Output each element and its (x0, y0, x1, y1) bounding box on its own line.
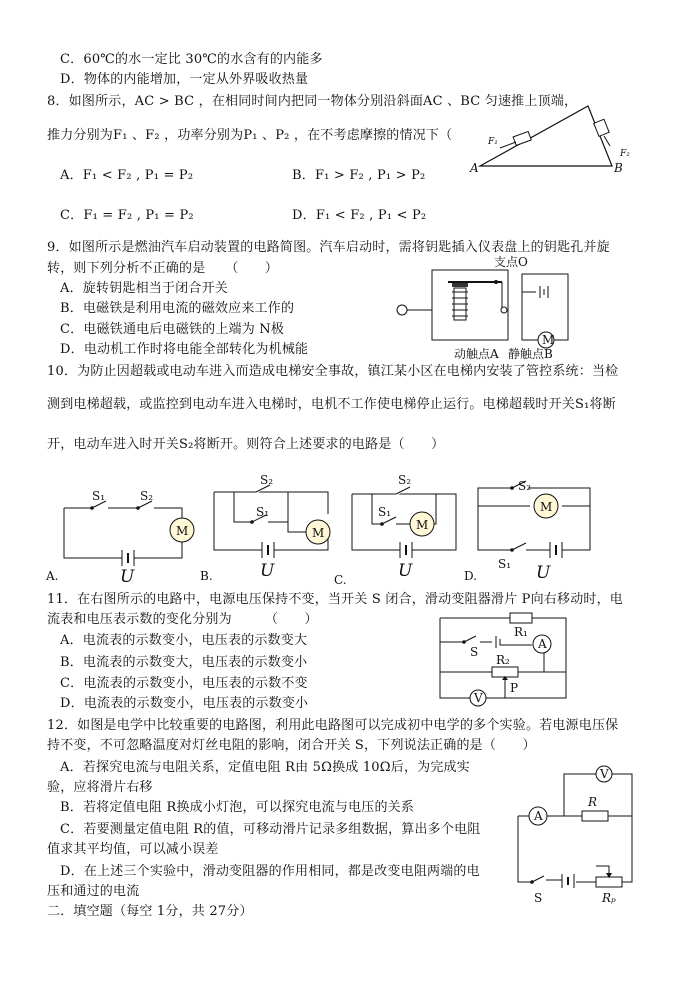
q12-option-a-line2: 验，应将滑片右移 (47, 780, 153, 795)
q11-r1-label: R₁ (514, 625, 528, 639)
q12-circuit-figure (512, 762, 642, 904)
q10-circuit-b (200, 470, 345, 585)
q10a-s2: S₂ (140, 489, 154, 503)
q11-p-label: P (510, 681, 519, 695)
q10b-s1: S₁ (256, 505, 270, 519)
q11-ammeter: A (538, 637, 547, 651)
q11-stem-line2: 流表和电压表示数的变化分别为 （ ） (47, 612, 318, 627)
q10a-u: U (120, 567, 135, 583)
q9-stem-line2: 转，则下列分析不正确的是 （ ） (47, 261, 279, 276)
q12-voltmeter: V (600, 767, 609, 781)
q10c-s2: S₂ (398, 473, 412, 487)
q12-option-d-line2: 压和通过的电流 (47, 884, 140, 899)
q8-incline-figure (460, 100, 660, 180)
q11-r2-label: R₂ (496, 653, 510, 667)
q9-pivot-label: 支点O (494, 255, 528, 269)
q10d-s2: S₂ (518, 479, 532, 493)
q8-option-d: D．F₁ < F₂ , P₁ < P₂ (292, 208, 427, 223)
q11-option-a: A．电流表的示数变小，电压表的示数变大 (60, 633, 308, 648)
q10-stem-line2: 测到电梯超载，或监控到电动车进入电梯时，电机不工作使电梯停止运行。电梯超载时开关S₁将断 (47, 397, 616, 412)
q9-option-a: A．旋转钥匙相当于闭合开关 (60, 281, 228, 296)
q12-s-label: S (534, 891, 543, 904)
q10d-u: U (536, 563, 551, 583)
q8-option-b: B．F₁ > F₂ , P₁ > P₂ (292, 168, 426, 183)
q12-ammeter: A (534, 809, 543, 823)
q8-option-c: C．F₁ = F₂ , P₁ = P₂ (60, 208, 194, 223)
q10b-s2: S₂ (260, 473, 274, 487)
q8-label-f2: F₂ (620, 149, 630, 159)
q10b-letter: B. (200, 569, 213, 583)
q10c-s1: S₁ (378, 505, 392, 519)
q9-starter-circuit-figure (392, 252, 577, 364)
section2-title: 二．填空题（每空 1分，共 27分） (47, 904, 253, 919)
q9-option-d: D．电动机工作时将电能全部转化为机械能 (60, 342, 309, 357)
q8-stem-line2: 推力分别为F₁ 、F₂ ，功率分别为P₁ 、P₂ ，在不考虑摩擦的情况下（ (47, 128, 453, 143)
q12-option-c-line1: C．若要测量定值电阻 R的值，可移动滑片记录多组数据，算出多个电阻 (60, 822, 481, 837)
q8-label-b: B (614, 161, 623, 175)
q10-circuit-c (334, 470, 474, 588)
q10-stem-line1: 10．为防止因超载或电动车进入而造成电梯安全事故，镇江某小区在电梯内安装了管控系统：当检 (47, 364, 619, 379)
q11-option-d: D．电流表的示数变小，电压表的示数变小 (60, 696, 309, 711)
q12-rp-label: Rₚ (602, 891, 616, 904)
q9-option-b: B．电磁铁是利用电流的磁效应来工作的 (60, 301, 295, 316)
q12-stem-line1: 12．如图是电学中比较重要的电路图，利用此电路图可以完成初中电学的多个实验。若电源电压保 (47, 718, 619, 733)
q8-option-a: A．F₁ < F₂ , P₁ = P₂ (60, 168, 194, 183)
q10d-motor: M (540, 500, 553, 514)
q12-stem-line2: 持不变，不可忽略温度对灯丝电阻的影响，闭合开关 S，下列说法正确的是（ ） (47, 738, 536, 753)
q9-option-c: C．电磁铁通电后电磁铁的上端为 N极 (60, 322, 285, 337)
q8-label-f1: F₁ (488, 137, 498, 147)
q10-stem-line3: 开，电动车进入时开关S₂将断开。则符合上述要求的电路是（ ） (47, 437, 445, 452)
q8-label-a: A (470, 161, 479, 175)
q12-option-c-line2: 值求其平均值，可以减小误差 (47, 842, 219, 857)
q8-stem-line1: 8．如图所示，AC > BC ，在相同时间内把同一物体分别沿斜面AC 、BC 匀速推上顶端， (47, 94, 578, 109)
q10-circuit-d (464, 478, 604, 583)
q10c-u: U (398, 561, 413, 581)
q10c-motor: M (416, 518, 429, 532)
q11-stem-line1: 11．在右图所示的电路中，电源电压保持不变，当开关 S 闭合，滑动变阻器滑片 P向右移动时，电 (47, 592, 623, 607)
q10b-motor: M (312, 526, 325, 540)
q11-option-b: B．电流表的示数变大，电压表的示数变小 (60, 655, 308, 670)
q10b-u: U (260, 561, 275, 581)
q11-circuit-figure (436, 612, 636, 718)
q11-s-label: S (470, 645, 479, 659)
q10d-s1: S₁ (498, 557, 512, 571)
q11-option-c: C．电流表的示数变小，电压表的示数不变 (60, 676, 308, 691)
q12-option-b: B．若将定值电阻 R换成小灯泡，可以探究电流与电压的关系 (60, 800, 415, 815)
q12-r-label: R (588, 795, 598, 809)
q10a-motor: M (176, 524, 189, 538)
q10a-s1: S₁ (92, 489, 106, 503)
q7-option-d: D．物体的内能增加，一定从外界吸收热量 (60, 72, 309, 87)
q10d-letter: D. (464, 569, 478, 583)
q9-stem-line1: 9．如图所示是燃油汽车启动装置的电路简图。汽车启动时，需将钥匙插入仪表盘上的钥匙孔并旋 (47, 240, 610, 255)
q9-contact-a-label: 动触点A (454, 347, 499, 361)
q10a-letter: A. (46, 569, 59, 583)
q12-option-a-line1: A．若探究电流与电阻关系，定值电阻 R由 5Ω换成 10Ω后，为完成实 (60, 760, 470, 775)
q10c-letter: C. (334, 573, 347, 587)
q7-option-c: C．60℃的水一定比 30℃的水含有的内能多 (60, 52, 323, 67)
q10-circuit-a (44, 478, 196, 583)
q9-contact-b-label: 静触点B (508, 347, 553, 361)
q12-option-d-line1: D．在上述三个实验中，滑动变阻器的作用相同，都是改变电阻两端的电 (60, 864, 480, 879)
q11-voltmeter: V (474, 691, 483, 705)
q9-motor-label: M (542, 333, 555, 347)
